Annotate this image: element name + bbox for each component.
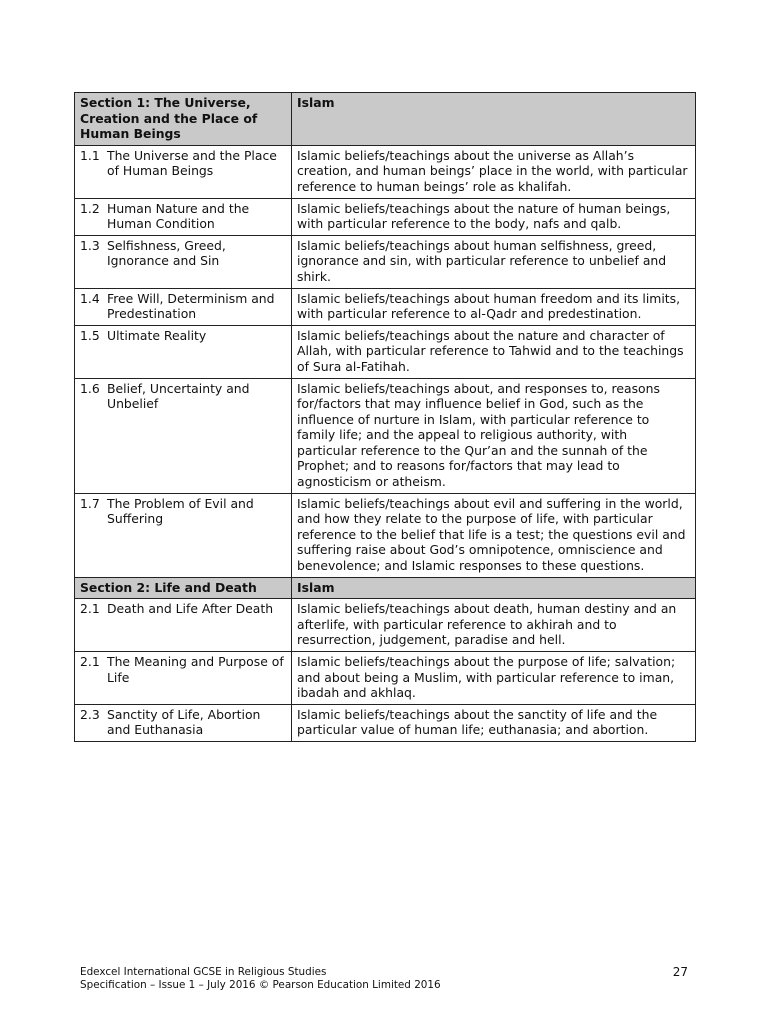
topic-content: Islamic beliefs/teachings about the nature and character of Allah, with particular reference to Tahwid and to the teachings of Sura al-Fatihah. — [292, 325, 696, 378]
topic-title: Ultimate Reality — [107, 327, 207, 343]
topic-title: Death and Life After Death — [107, 601, 274, 617]
table-row — [75, 704, 696, 741]
topic-cell — [80, 148, 286, 179]
topic-title: Belief, Uncertainty and Unbelief — [107, 380, 250, 412]
topic-content: Islamic beliefs/teachings about the nature of human beings, with particular reference to the body, nafs and qalb. — [292, 198, 696, 235]
topic-cell — [80, 496, 286, 527]
table-row — [75, 325, 696, 378]
topic-title: Sanctity of Life, Abortion and Euthanasia — [107, 706, 261, 738]
table-row — [75, 235, 696, 288]
topic-title: The Universe and the Place of Human Beings — [107, 147, 277, 179]
section-heading: Section 1: The Universe, Creation and the Place of Human Beings — [75, 93, 292, 146]
table-row — [75, 145, 696, 198]
topic-cell — [80, 201, 286, 232]
religion-heading: Islam — [292, 93, 696, 146]
topic-number: 1.1 — [80, 147, 100, 163]
topic-number: 1.2 — [80, 200, 100, 216]
topic-cell — [80, 238, 286, 269]
topic-title: Human Nature and the Human Condition — [107, 200, 250, 232]
footer-specification: Specification – Issue 1 – July 2016 © Pearson Education Limited 2016 — [80, 979, 441, 991]
topic-title: The Meaning and Purpose of Life — [107, 654, 284, 685]
topic-content: Islamic beliefs/teachings about human freedom and its limits, with particular reference to al-Qadr and predestination. — [292, 288, 696, 325]
table-row — [75, 493, 696, 577]
topic-cell — [80, 291, 286, 322]
topic-content: Islamic beliefs/teachings about, and responses to, reasons for/factors that may influence belief in God, such as the influence of nurture in Islam, with particular reference to family life; and the appeal to religious authority, with particular reference to the Qur’an and the sunnah of the Prophet; and to reasons for/factors that may lead to agnosticism or atheism. — [292, 378, 696, 493]
topic-number: 1.7 — [80, 495, 100, 511]
topic-content: Islamic beliefs/teachings about the universe as Allah’s creation, and human beings’ place in the world, with particular reference to human beings’ role as khalifah. — [292, 145, 696, 198]
topic-number: 1.6 — [80, 380, 100, 396]
topic-number: 2.1 — [80, 601, 100, 617]
topic-title: The Problem of Evil and Suffering — [107, 495, 254, 527]
topic-number: 1.3 — [80, 237, 100, 253]
topic-content: Islamic beliefs/teachings about human selfishness, greed, ignorance and sin, with particular reference to unbelief and shirk. — [292, 235, 696, 288]
topic-number: 1.5 — [80, 327, 100, 343]
footer-qualification: Edexcel International GCSE in Religious Studies — [80, 966, 327, 978]
topic-title: Free Will, Determinism and Predestination — [107, 290, 275, 322]
topic-cell — [80, 601, 286, 617]
page-number: 27 — [672, 965, 688, 979]
section-heading: Section 2: Life and Death — [75, 577, 292, 599]
topic-content: Islamic beliefs/teachings about evil and suffering in the world, and how they relate to the purpose of life, with particular reference to the belief that life is a test; the questions evil and suffering raise about God’s omnipotence, omniscience and benevolence; and Islamic responses to these questions. — [292, 493, 696, 577]
section-1-header-row — [75, 93, 696, 146]
topic-content: Islamic beliefs/teachings about death, human destiny and an afterlife, with particular reference to akhirah and to resurrection, judgement, paradise and hell. — [292, 599, 696, 652]
topic-cell — [80, 654, 286, 685]
topic-title: Selfishness, Greed, Ignorance and Sin — [107, 237, 226, 269]
topic-content: Islamic beliefs/teachings about the purpose of life; salvation; and about being a Muslim, with particular reference to iman, ibadah and akhlaq. — [292, 652, 696, 705]
topic-number: 2.3 — [80, 706, 100, 722]
topic-cell — [80, 707, 286, 738]
table-row — [75, 288, 696, 325]
specification-table — [74, 92, 696, 742]
religion-heading: Islam — [292, 577, 696, 599]
table-row — [75, 652, 696, 705]
table-row — [75, 378, 696, 493]
table-row — [75, 198, 696, 235]
page-footer — [80, 966, 688, 992]
topic-number: 1.4 — [80, 290, 100, 306]
section-2-header-row — [75, 577, 696, 599]
topic-cell — [80, 328, 286, 344]
topic-cell — [80, 381, 286, 412]
topic-number: 2.1 — [80, 654, 100, 669]
topic-content: Islamic beliefs/teachings about the sanctity of life and the particular value of human life; euthanasia; and abortion. — [292, 704, 696, 741]
table-row — [75, 599, 696, 652]
